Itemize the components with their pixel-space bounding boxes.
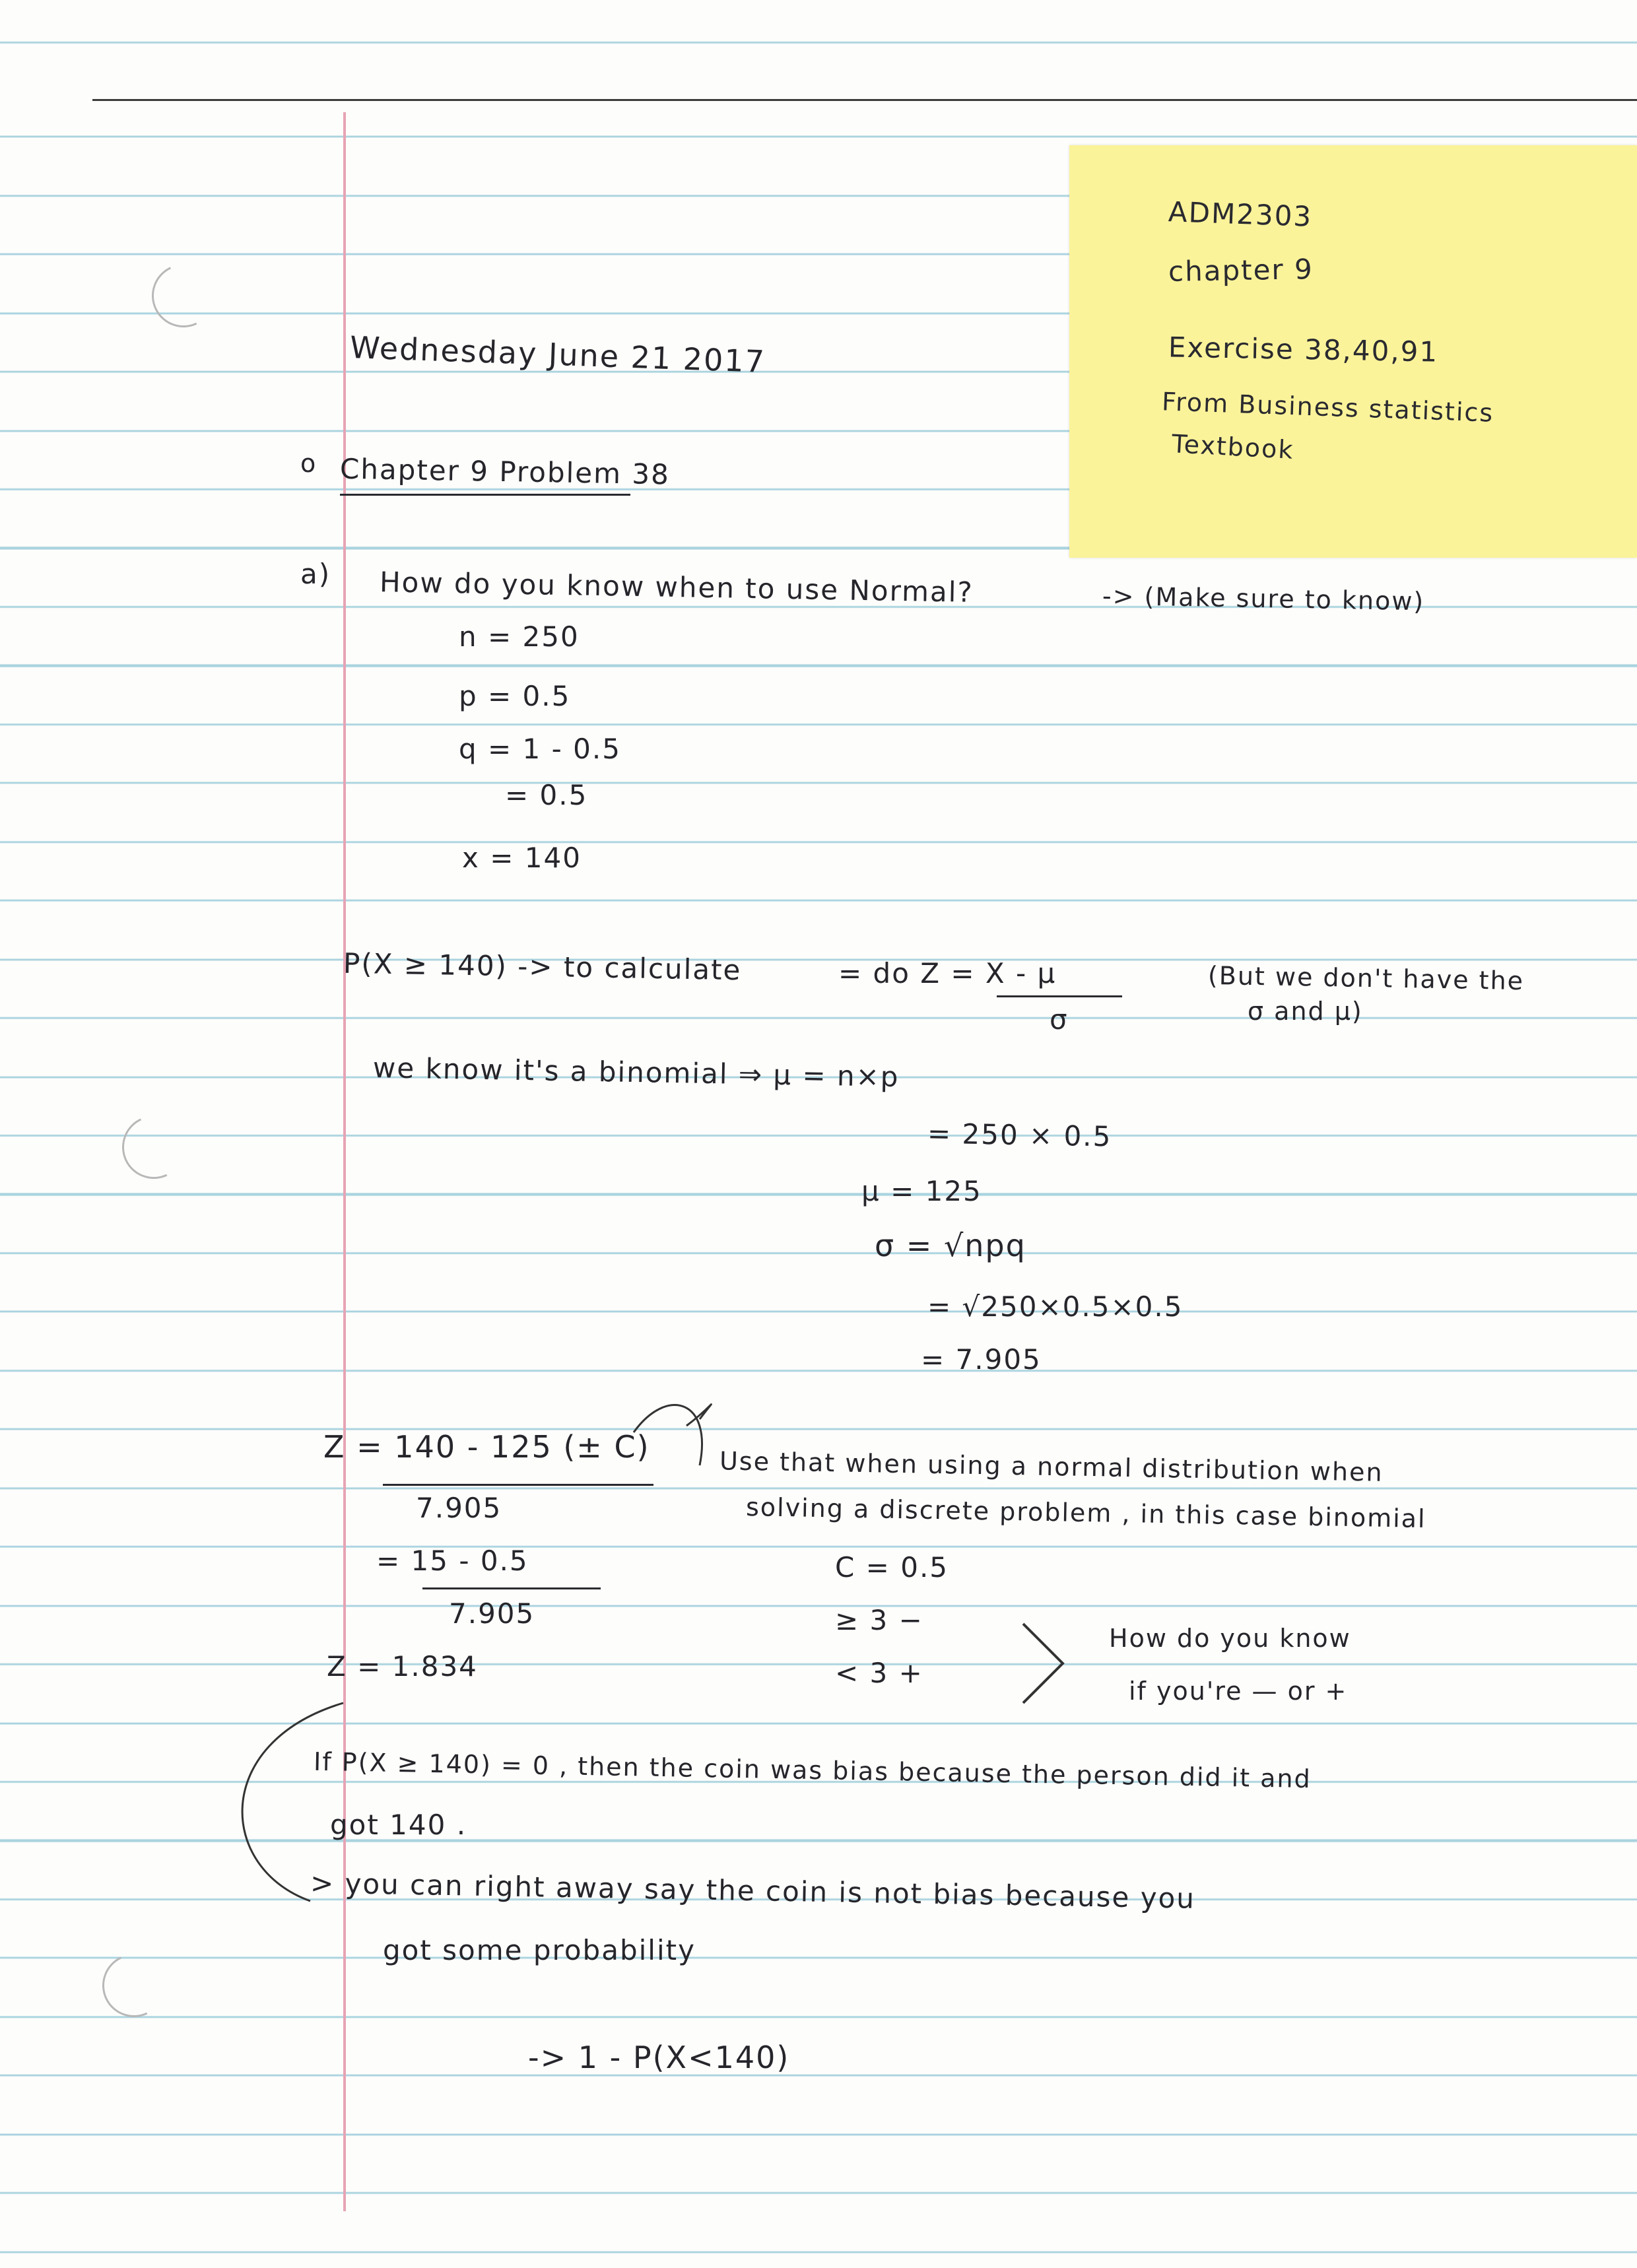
left-arc-mark — [242, 1703, 343, 1901]
make-sure-note: -> (Make sure to know) — [1102, 581, 1425, 617]
probability-statement: P(X ≥ 140) -> to calculate — [343, 947, 742, 987]
conclusion-line-1: If P(X ≥ 140) = 0 , then the coin was bias because the person did it and — [313, 1747, 1312, 1794]
sigma-result: = 7.905 — [921, 1343, 1042, 1376]
curve-mark — [634, 1405, 702, 1465]
z-formula-denominator: σ — [1050, 1003, 1069, 1036]
bracket-mark — [1023, 1624, 1063, 1703]
sticky-textbook: Textbook — [1170, 429, 1295, 465]
given-x: x = 140 — [462, 842, 582, 874]
z-step-2: = 15 - 0.5 — [376, 1545, 529, 1577]
sigma-step: = √250×0.5×0.5 — [927, 1290, 1184, 1323]
continuity-note-2: solving a discrete problem , in this case binomial — [745, 1492, 1426, 1533]
sticky-source: From Business statistics — [1161, 387, 1494, 428]
z-denominator-1: 7.905 — [416, 1492, 502, 1524]
z-equation: Z = 140 - 125 (± C) — [323, 1429, 650, 1465]
given-n: n = 250 — [459, 620, 580, 653]
part-label: a) — [300, 558, 331, 590]
correction-value: C = 0.5 — [835, 1551, 949, 1584]
how-know-note-2: if you're — or + — [1129, 1677, 1348, 1706]
binomial-mean-formula: we know it's a binomial ⇒ μ = n×p — [372, 1051, 900, 1093]
date-heading: Wednesday June 21 2017 — [349, 329, 766, 380]
conclusion-line-2: got 140 . — [330, 1809, 467, 1841]
z-result: Z = 1.834 — [327, 1650, 478, 1683]
z-denominator-2: 7.905 — [449, 1597, 535, 1630]
sticky-chapter: chapter 9 — [1168, 253, 1314, 288]
conclusion-line-4: got some probability — [383, 1934, 696, 1966]
question-text: How do you know when to use Normal? — [379, 566, 974, 609]
continuity-note-1: Use that when using a normal distribution when — [719, 1446, 1384, 1487]
sticky-exercises: Exercise 38,40,91 — [1168, 331, 1439, 368]
given-q: q = 1 - 0.5 — [459, 733, 621, 765]
given-q-result: = 0.5 — [505, 779, 588, 811]
section-title: Chapter 9 Problem 38 — [339, 452, 671, 491]
missing-params-note-2: σ and μ) — [1248, 997, 1363, 1026]
rule-less: < 3 + — [835, 1657, 923, 1689]
conclusion-formula: -> 1 - P(X<140) — [528, 2040, 790, 2075]
sticky-course-code: ADM2303 — [1168, 195, 1313, 233]
sigma-formula: σ = √npq — [875, 1228, 1026, 1263]
given-p: p = 0.5 — [459, 680, 571, 712]
missing-params-note: (But we don't have the — [1207, 960, 1525, 996]
bullet-mark: o — [300, 449, 317, 478]
mean-result: μ = 125 — [861, 1175, 982, 1207]
rule-greater: ≥ 3 − — [835, 1604, 923, 1636]
z-formula: = do Z = X - μ — [838, 957, 1057, 989]
mean-step: = 250 × 0.5 — [927, 1117, 1112, 1153]
how-know-note-1: How do you know — [1109, 1624, 1351, 1653]
conclusion-line-3: > you can right away say the coin is not bias because you — [310, 1867, 1196, 1915]
